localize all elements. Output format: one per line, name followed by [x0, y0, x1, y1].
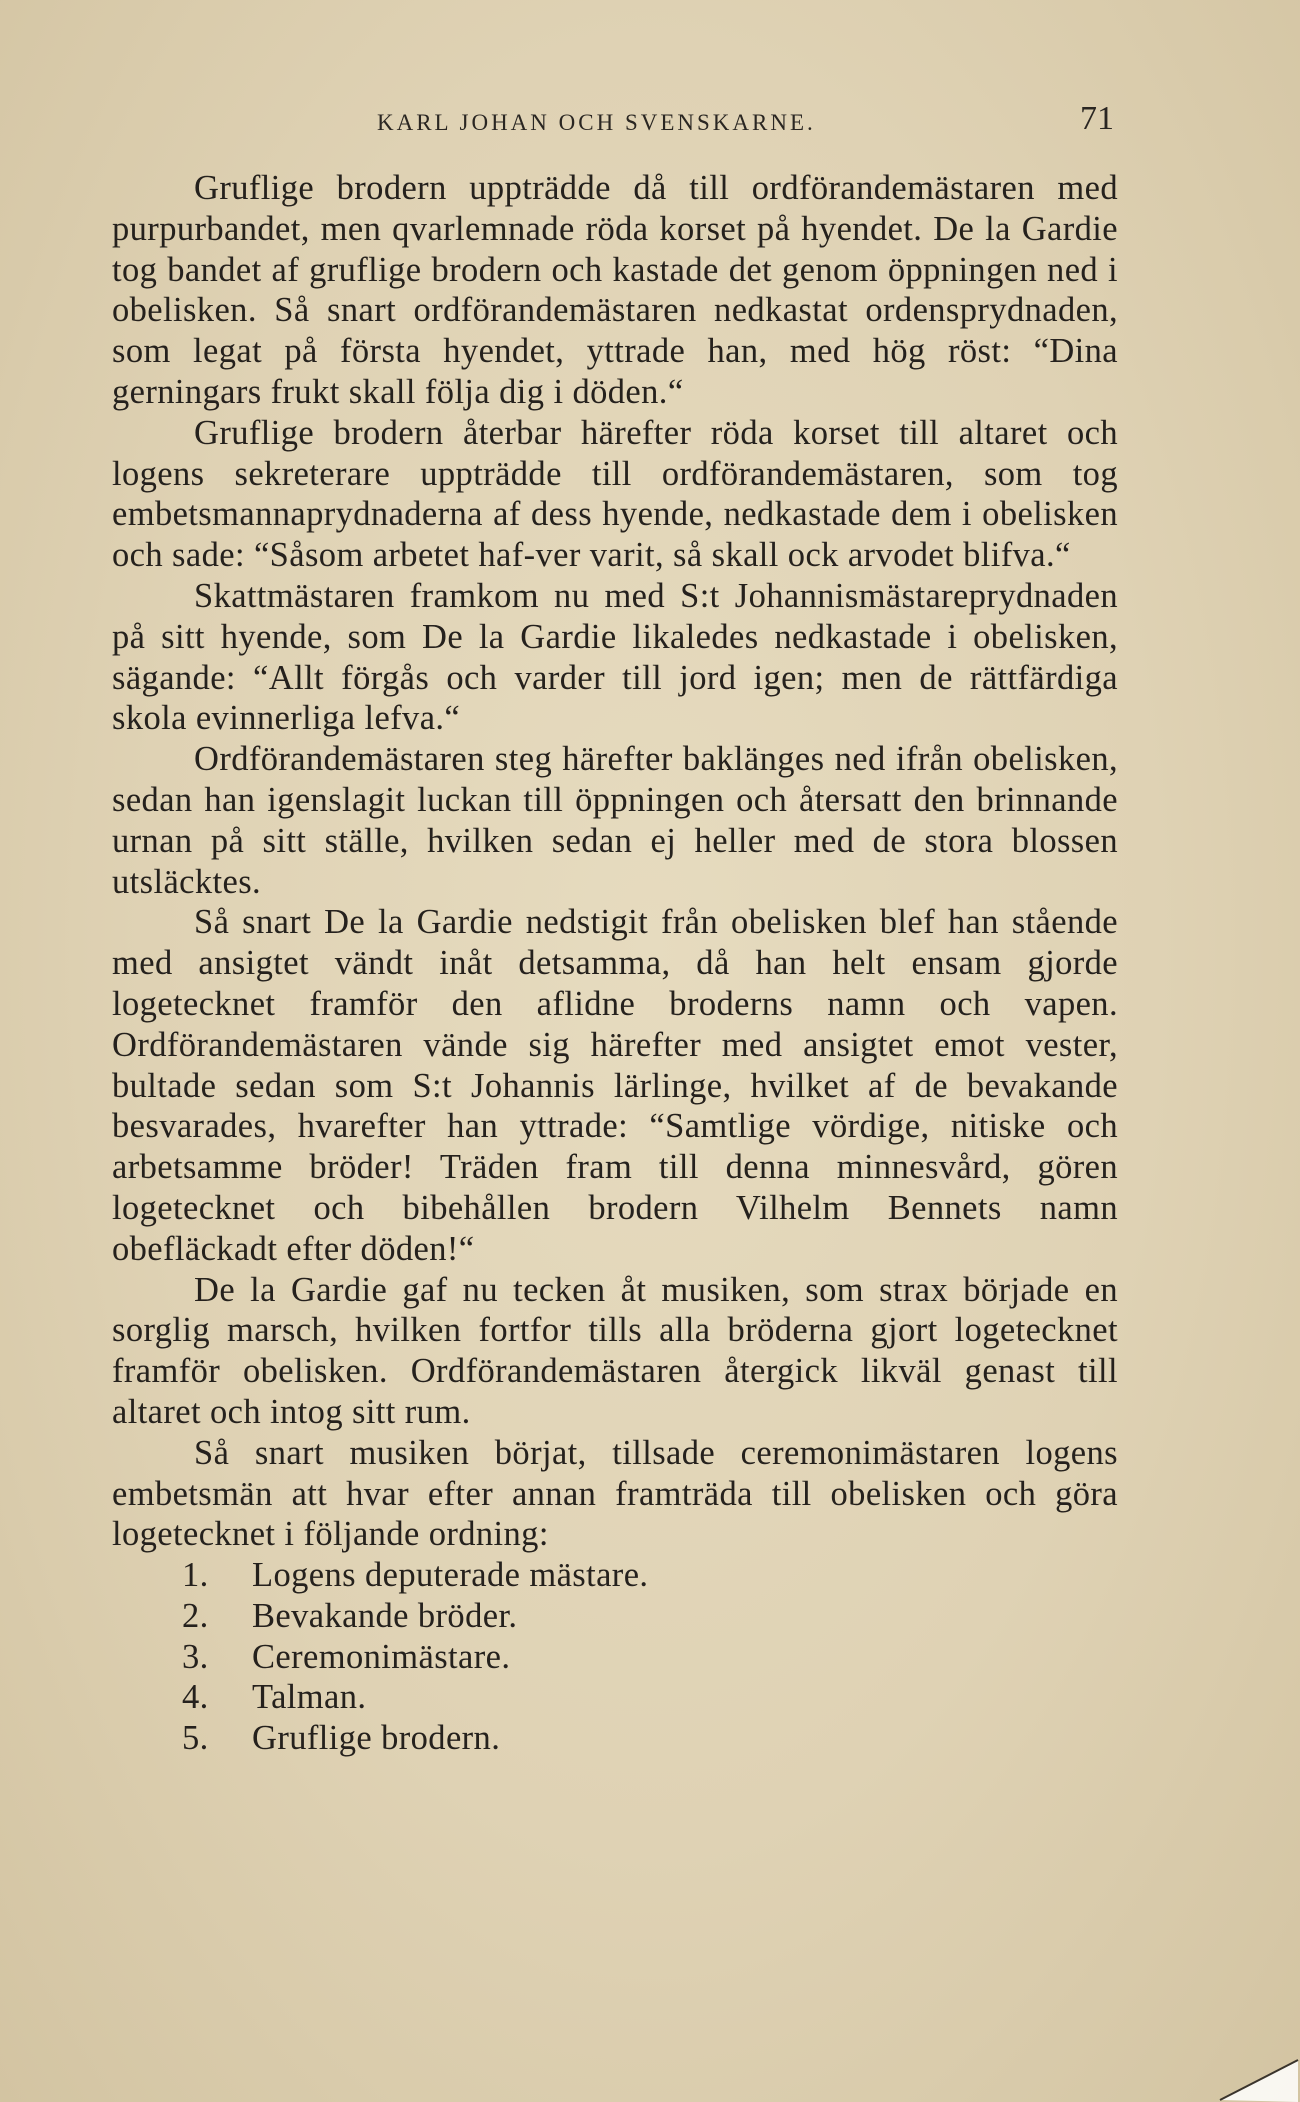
- paragraph: Gruflige brodern uppträdde då till ordförandemästaren med purpurbandet, men qvarlemnade röda korset på hyendet. De la Gardie tog bandet af gruflige brodern och kastade det genom öppningen ned i obelisken. Så snart ordförandemästaren nedkastat ordensprydnaden, som legat på första hyendet, yttrade han, med hög röst: “Dina gerningars frukt skall följa dig i döden.“: [112, 169, 1118, 411]
- body-text: [112, 168, 1118, 1759]
- running-title: KARL JOHAN OCH SVENSKARNE.: [377, 110, 816, 135]
- list-text: Talman.: [252, 1678, 367, 1717]
- list-text: Ceremonimästare.: [252, 1637, 511, 1676]
- paragraph: Gruflige brodern återbar härefter röda korset till altaret och logens sekreterare uppträdde till ordförandemästaren, som tog embetsmannaprydnaderna af dess hyende, nedkastade dem i obelisken och sade: “Såsom arbetet haf-ver varit, så skall ock arvodet blifva.“: [112, 413, 1118, 575]
- list-item: [112, 1718, 1118, 1759]
- list-number: 1.: [182, 1556, 209, 1595]
- list-item: [112, 1677, 1118, 1718]
- page-number: 71: [1080, 100, 1114, 137]
- list-item: [112, 1596, 1118, 1637]
- ordered-list: [112, 1555, 1118, 1759]
- list-text: Bevakande bröder.: [252, 1596, 518, 1635]
- paragraph: De la Gardie gaf nu tecken åt musiken, som strax började en sorglig marsch, hvilken fortfor tills alla bröderna gjort logetecknet framför obelisken. Ordförandemästaren återgick likväl genast till altaret och intog sitt rum.: [112, 1270, 1118, 1431]
- list-item: [112, 1555, 1118, 1596]
- paragraph: Skattmästaren framkom nu med S:t Johannismästareprydnaden på sitt hyende, som De la Gardie likaledes nedkastade i obelisken, sägande: “Allt förgås och varder till jord igen; men de rättfärdiga skola evinnerliga lefva.“: [112, 576, 1118, 738]
- paragraph: Ordförandemästaren steg härefter baklänges ned ifrån obelisken, sedan han igenslagit luckan till öppningen och återsatt den brinnande urnan på sitt ställe, hvilken sedan ej heller med de stora blossen utsläcktes.: [112, 740, 1118, 901]
- paragraph: Så snart De la Gardie nedstigit från obelisken blef han stående med ansigtet vändt inåt detsamma, då han helt ensam gjorde logetecknet framför den aflidne broderns namn och vapen. Ordförandemästaren vände sig härefter med ansigtet emot vester, bultade sedan som S:t Johannis lärlinge, hvilket af de bevakande besvarades, hvarefter han yttrade: “Samtlige vördige, nitiske och arbetsamme bröder! Träden fram till denna minnesvård, gören logetecknet och bibehållen brodern Vilhelm Bennets namn obefläckadt efter döden!“: [112, 903, 1118, 1268]
- paragraph: Så snart musiken börjat, tillsade ceremonimästaren logens embetsmän att hvar efter annan framträda till obelisken och göra logetecknet i följande ordning:: [112, 1433, 1118, 1554]
- page-header: [112, 100, 1112, 150]
- list-number: 2.: [182, 1596, 209, 1635]
- list-item: [112, 1637, 1118, 1678]
- list-number: 3.: [182, 1637, 209, 1676]
- list-number: 4.: [182, 1678, 209, 1717]
- list-text: Gruflige brodern.: [252, 1719, 501, 1758]
- list-text: Logens deputerade mästare.: [252, 1556, 649, 1595]
- page-corner-mark: [1210, 2042, 1300, 2102]
- list-number: 5.: [182, 1719, 209, 1758]
